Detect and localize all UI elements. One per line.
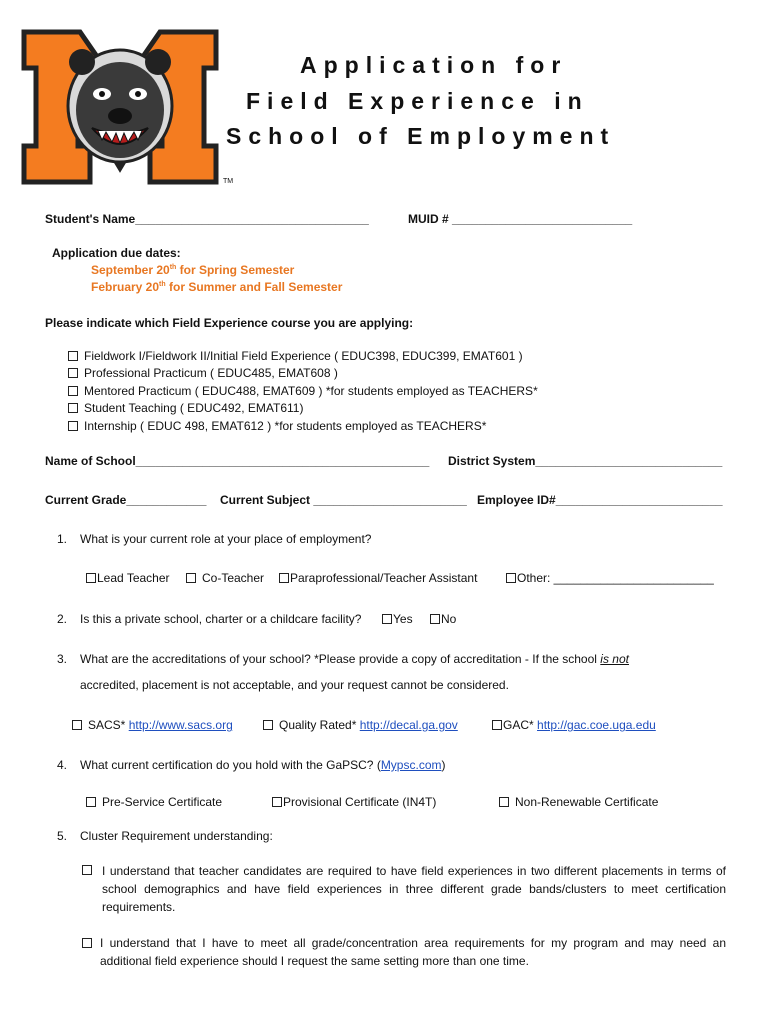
question-3-number: 3. [57,652,68,666]
question-4-text: What current certification do you hold with the GaPSC? (Mypsc.com) [80,758,446,772]
role-option-lead-teacher[interactable]: Lead Teacher [86,571,170,585]
question-4-number: 4. [57,758,68,772]
is-not-emphasis: is not [600,652,629,666]
trademark-mark: TM [223,178,234,185]
checkbox[interactable] [430,614,440,624]
course-option[interactable]: Fieldwork I/Fieldwork II/Initial Field Experience ( EDUC398, EDUC399, EMAT601 ) [68,349,523,363]
question-2-number: 2. [57,612,68,626]
question-1-number: 1. [57,532,68,546]
spring-due-date: September 20th for Spring Semester [91,263,295,277]
course-heading: Please indicate which Field Experience course you are applying: [45,316,414,330]
checkbox[interactable] [68,351,78,361]
checkbox[interactable] [72,720,82,730]
cluster-statement-2: I understand that I have to meet all grade/concentration area requirements for my program and may need an additional field experience should I request the same setting more than one time. [100,936,726,968]
question-5-text: Cluster Requirement understanding: [80,829,273,843]
question-2-text: Is this a private school, charter or a childcare facility? [80,612,362,626]
checkbox[interactable] [86,797,96,807]
cert-option-pre-service[interactable]: Pre-Service Certificate [86,795,222,809]
current-subject-field[interactable]: Current Subject _______________________ [220,493,467,507]
checkbox[interactable] [82,938,92,948]
checkbox[interactable] [279,573,289,583]
question-3-text-line2: accredited, placement is not acceptable, and your request cannot be considered. [80,678,509,692]
checkbox[interactable] [499,797,509,807]
role-option-paraprofessional[interactable]: Paraprofessional/Teacher Assistant [279,571,477,585]
decal-link[interactable]: http://decal.ga.gov [359,718,458,732]
question-5-number: 5. [57,829,68,843]
role-option-other[interactable]: Other: ________________________ [506,571,714,585]
mypsc-link[interactable]: Mypsc.com [380,758,442,772]
fall-due-date: February 20th for Summer and Fall Semester [91,280,343,294]
title-line-3: School of Employment [226,123,616,149]
due-dates-heading: Application due dates: [52,246,181,260]
course-option[interactable]: Internship ( EDUC 498, EMAT612 ) *for students employed as TEACHERS* [68,419,486,433]
cert-option-non-renewable[interactable]: Non-Renewable Certificate [499,795,658,809]
student-name-field[interactable]: Student's Name___________________________________ [45,212,369,226]
gac-link[interactable]: http://gac.coe.uga.edu [537,718,656,732]
checkbox[interactable] [382,614,392,624]
question-3-text: What are the accreditations of your school? *Please provide a copy of accreditation - If the school is not [80,652,629,666]
accreditation-gac[interactable]: GAC* http://gac.coe.uga.edu [492,718,656,732]
sacs-link[interactable]: http://www.sacs.org [128,718,233,732]
school-name-field[interactable]: Name of School____________________________________________ [45,454,430,468]
checkbox[interactable] [272,797,282,807]
checkbox[interactable] [86,573,96,583]
accreditation-sacs[interactable]: SACS* http://www.sacs.org [72,718,233,732]
question-1-text: What is your current role at your place of employment? [80,532,372,546]
checkbox[interactable] [492,720,502,730]
title-line-2: Field Experience in [246,88,589,114]
district-system-field[interactable]: District System____________________________ [448,454,723,468]
private-school-yes[interactable]: Yes [382,612,413,626]
title-line-1: Application for [300,52,568,78]
muid-field[interactable]: MUID # ___________________________ [408,212,633,226]
cluster-statement-1: I understand that teacher candidates are required to have field experiences in two different placements in terms of school demographics and have field experiences in three different grade bands/clusters to meet certification requirements. [102,864,726,914]
checkbox[interactable] [68,368,78,378]
employee-id-field[interactable]: Employee ID#_________________________ [477,493,723,507]
current-grade-field[interactable]: Current Grade____________ [45,493,207,507]
role-option-co-teacher[interactable]: Co-Teacher [186,571,264,585]
checkbox[interactable] [263,720,273,730]
checkbox[interactable] [506,573,516,583]
course-option[interactable]: Student Teaching ( EDUC492, EMAT611) [68,401,303,415]
checkbox[interactable] [68,386,78,396]
course-option[interactable]: Mentored Practicum ( EDUC488, EMAT609 ) *for students employed as TEACHERS* [68,384,538,398]
mercer-m-logo [20,28,234,188]
checkbox[interactable] [68,421,78,431]
accreditation-quality-rated[interactable]: Quality Rated* http://decal.ga.gov [263,718,458,732]
cert-option-provisional[interactable]: Provisional Certificate (IN4T) [272,795,436,809]
checkbox[interactable] [82,865,92,875]
checkbox[interactable] [68,403,78,413]
checkbox[interactable] [186,573,196,583]
private-school-no[interactable]: No [430,612,456,626]
course-option[interactable]: Professional Practicum ( EDUC485, EMAT608 ) [68,366,338,380]
